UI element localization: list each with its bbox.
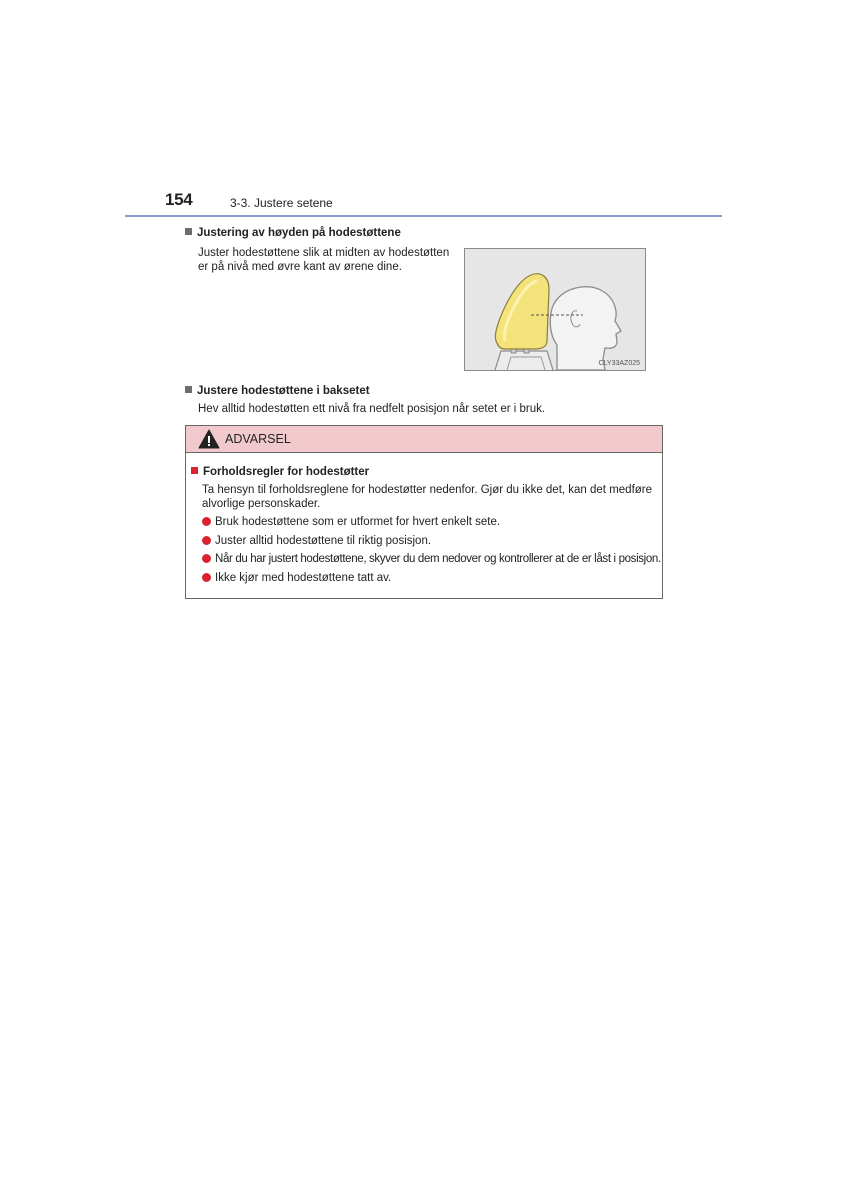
- headrest-figure: [464, 248, 646, 371]
- red-dot-icon: [202, 536, 211, 545]
- page-number: 154: [165, 190, 193, 209]
- warning-heading-text: Forholdsregler for hodestøtter: [203, 466, 370, 478]
- red-dot-icon: [202, 554, 211, 563]
- list-item-text: Bruk hodestøttene som er utformet for hvert enkelt sete.: [215, 516, 501, 528]
- warning-text: Ta hensyn til forholdsreglene for hodestøtter nedenfor. Gjør du ikke det, kan det medføre alvorlige personskader.: [202, 484, 653, 510]
- warning-box: [185, 425, 663, 599]
- red-dot-icon: [202, 573, 211, 582]
- warning-bullet-list: [202, 516, 661, 590]
- square-bullet-icon: [185, 386, 192, 393]
- figure-code: CLY33AZ025: [598, 360, 640, 367]
- section2-heading-text: Justere hodestøttene i baksetet: [197, 385, 370, 397]
- warning-triangle-icon: [198, 429, 220, 449]
- list-item: [202, 535, 661, 549]
- list-item-text: Juster alltid hodestøttene til riktig posisjon.: [215, 534, 432, 547]
- list-item-text: Ikke kjør med hodestøttene tatt av.: [215, 571, 392, 584]
- list-item-text: Når du har justert hodestøttene, skyver du dem nedover og kontrollerer at de er låst i posisjon.: [215, 553, 661, 565]
- section1-text: Juster hodestøttene slik at midten av hodestøtten er på nivå med øvre kant av ørene dine.: [198, 247, 450, 273]
- section2-text: Hev alltid hodestøtten ett nivå fra nedfelt posisjon når setet er i bruk.: [198, 403, 546, 415]
- list-item: [202, 553, 661, 567]
- section2-heading: [185, 385, 370, 397]
- headrest-illustration: [465, 249, 645, 370]
- red-dot-icon: [202, 517, 211, 526]
- header-rule: [125, 215, 722, 217]
- section1-heading-text: Justering av høyden på hodestøttene: [197, 227, 401, 239]
- warning-title: ADVARSEL: [225, 432, 291, 446]
- section1-heading: [185, 227, 401, 239]
- red-square-bullet-icon: [191, 467, 198, 474]
- square-bullet-icon: [185, 228, 192, 235]
- list-item: [202, 572, 661, 586]
- warning-header: [186, 426, 662, 453]
- section-title: 3-3. Justere setene: [230, 196, 333, 210]
- list-item: [202, 516, 661, 530]
- warning-heading: [191, 466, 369, 478]
